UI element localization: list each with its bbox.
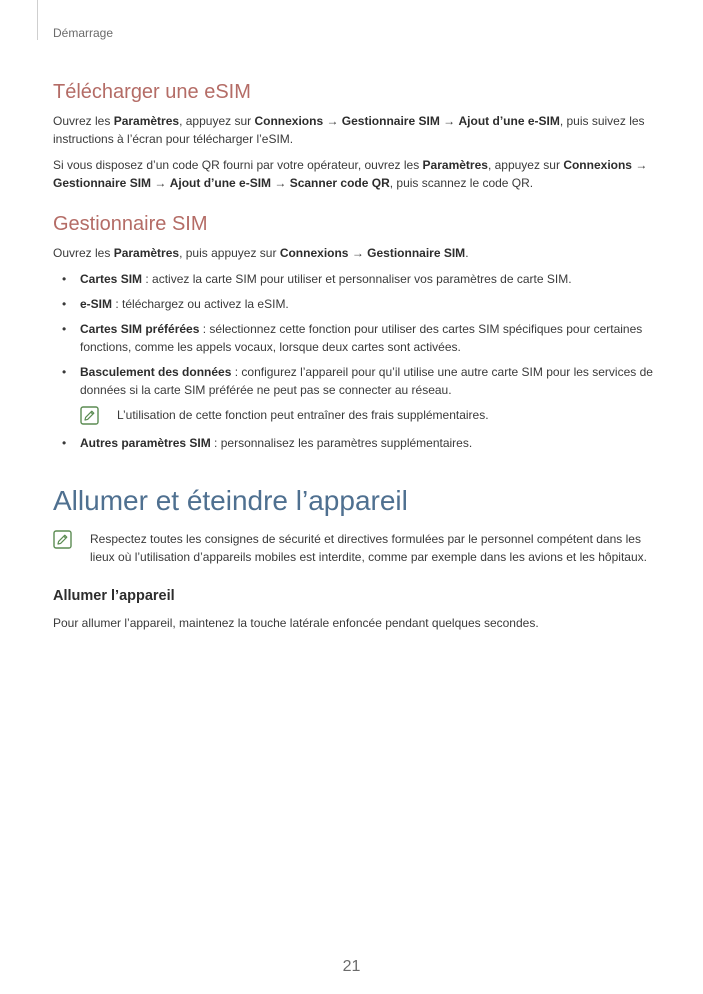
- note-pencil-icon: [53, 530, 72, 554]
- heading-allumer-eteindre: Allumer et éteindre l’appareil: [53, 485, 408, 516]
- paragraph-sim-intro: Ouvrez les Paramètres, puis appuyez sur Connexions → Gestionnaire SIM.: [53, 246, 469, 260]
- page-content: [53, 80, 653, 640]
- note-safety-text: Respectez toutes les consignes de sécurité et directives formulées par le personnel compétent dans les lieux où l’utilisation d’appareils mobiles est interdite, comme par exemple dans les avions et les hôpitaux.: [90, 531, 647, 564]
- list-item: • Cartes SIM : activez la carte SIM pour utiliser et personnaliser vos paramètres de carte SIM.: [62, 272, 572, 286]
- header-rule: [37, 0, 38, 40]
- heading-gestionnaire-sim: Gestionnaire SIM: [53, 213, 208, 235]
- sim-options-list-more: [53, 434, 653, 452]
- bullet-icon: •: [62, 436, 67, 450]
- bullet-icon: •: [62, 365, 67, 379]
- note-fees: [80, 406, 653, 424]
- list-item: • e-SIM : téléchargez ou activez la eSIM.: [62, 297, 289, 311]
- heading-allumer-appareil: Allumer l’appareil: [53, 587, 175, 604]
- list-item: • Autres paramètres SIM : personnalisez les paramètres supplémentaires.: [62, 436, 473, 450]
- sim-options-list: [53, 270, 653, 399]
- section-label: Démarrage: [53, 26, 114, 40]
- paragraph-power-on: Pour allumer l’appareil, maintenez la touche latérale enfoncée pendant quelques secondes.: [53, 615, 539, 630]
- note-safety: [53, 530, 653, 566]
- page-number: 21: [342, 958, 361, 975]
- list-item: • Basculement des données : configurez l’appareil pour qu’il utilise une autre carte SIM pour les services de données si la carte SIM préférée ne peut pas se connecter au réseau.: [62, 365, 653, 397]
- paragraph-qr-code: Si vous disposez d’un code QR fourni par votre opérateur, ouvrez les Paramètres, appuyez sur Connexions → Gestionnaire SIM → Ajout d’une e-SIM → Scanner code QR, puis scannez le code QR.: [53, 158, 648, 190]
- note-pencil-icon: [80, 406, 99, 430]
- bullet-icon: •: [62, 322, 67, 336]
- list-item: • Cartes SIM préférées : sélectionnez cette fonction pour utiliser des cartes SIM spécifiques pour certaines fonctions, comme les appels vocaux, lorsque deux cartes sont activées.: [62, 322, 643, 354]
- bullet-icon: •: [62, 297, 67, 311]
- heading-telecharger-esim: Télécharger une eSIM: [53, 81, 251, 103]
- note-fees-text: L’utilisation de cette fonction peut entraîner des frais supplémentaires.: [117, 408, 489, 422]
- paragraph-esim-download: Ouvrez les Paramètres, appuyez sur Connexions → Gestionnaire SIM → Ajout d’une e-SIM, puis suivez les instructions à l’écran pour télécharger l’eSIM.: [53, 114, 645, 146]
- bullet-icon: •: [62, 272, 67, 286]
